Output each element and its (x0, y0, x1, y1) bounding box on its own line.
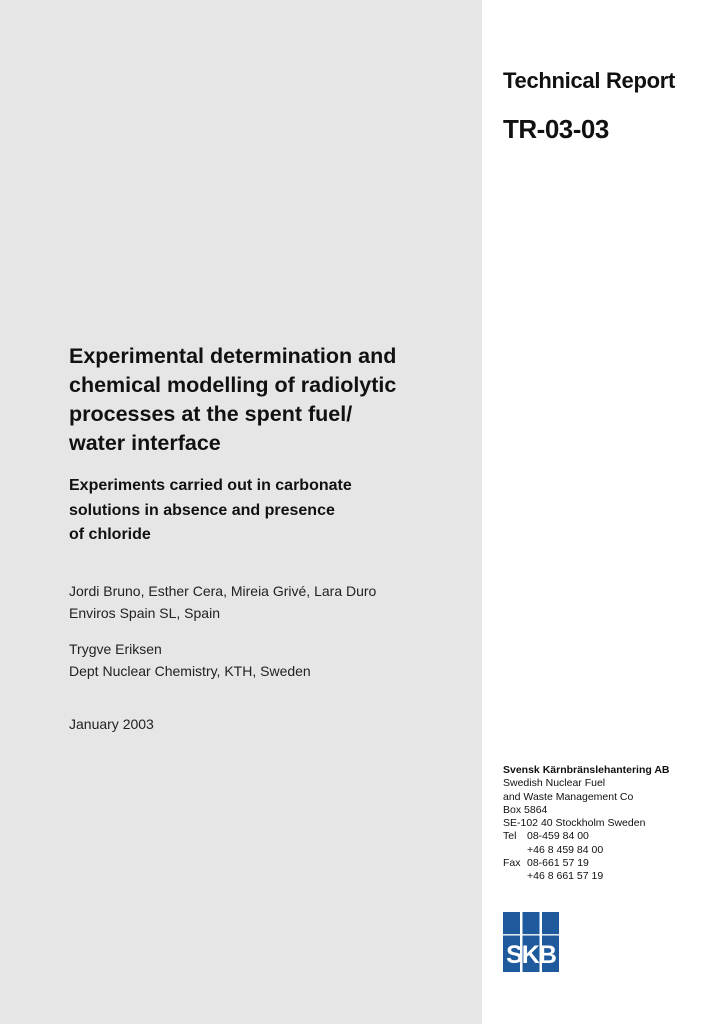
report-number: TR-03-03 (503, 114, 609, 144)
document-subtitle (69, 474, 409, 548)
publisher-line: Box 5864 (503, 803, 548, 816)
fax-number: 08-661 57 19 (527, 857, 589, 870)
title-line: processes at the spent fuel/ (69, 402, 353, 426)
publisher-name: Svensk Kärnbränslehantering AB (503, 764, 670, 776)
fax-row (503, 857, 713, 870)
title-line: Experimental determination and (69, 344, 397, 368)
fax-label: Fax (503, 857, 521, 870)
subtitle-line: solutions in absence and presence (69, 501, 335, 519)
publisher-line: Swedish Nuclear Fuel (503, 777, 606, 790)
tel-row-intl (503, 844, 713, 857)
tel-label: Tel (503, 830, 517, 843)
publisher-line: SE-102 40 Stockholm Sweden (503, 817, 646, 830)
subtitle-line: of chloride (69, 526, 151, 543)
tel-number: 08-459 84 00 (527, 830, 589, 843)
author-affiliation: Enviros Spain SL, Spain (69, 605, 220, 621)
subtitle-line: Experiments carried out in carbonate (69, 477, 352, 494)
tel-number-intl: +46 8 459 84 00 (527, 843, 604, 856)
fax-number-intl: +46 8 661 57 19 (527, 870, 604, 883)
author-names: Trygve Eriksen (69, 641, 162, 657)
publisher-line: and Waste Management Co (503, 790, 634, 803)
author-affiliation: Dept Nuclear Chemistry, KTH, Sweden (69, 663, 311, 679)
title-line: water interface (69, 431, 221, 455)
document-title (69, 342, 469, 458)
tel-row (503, 830, 713, 843)
author-names: Jordi Bruno, Esther Cera, Mireia Grivé, Lara Duro (69, 583, 377, 599)
svg-text:SKB: SKB (506, 941, 556, 969)
title-line: chemical modelling of radiolytic (69, 373, 397, 397)
author-group (69, 580, 469, 624)
skb-logo (503, 912, 559, 972)
author-group (69, 638, 469, 682)
fax-row-intl (503, 870, 713, 883)
publication-date: January 2003 (69, 716, 154, 732)
report-type: Technical Report (503, 68, 676, 93)
publisher-address (503, 764, 713, 884)
